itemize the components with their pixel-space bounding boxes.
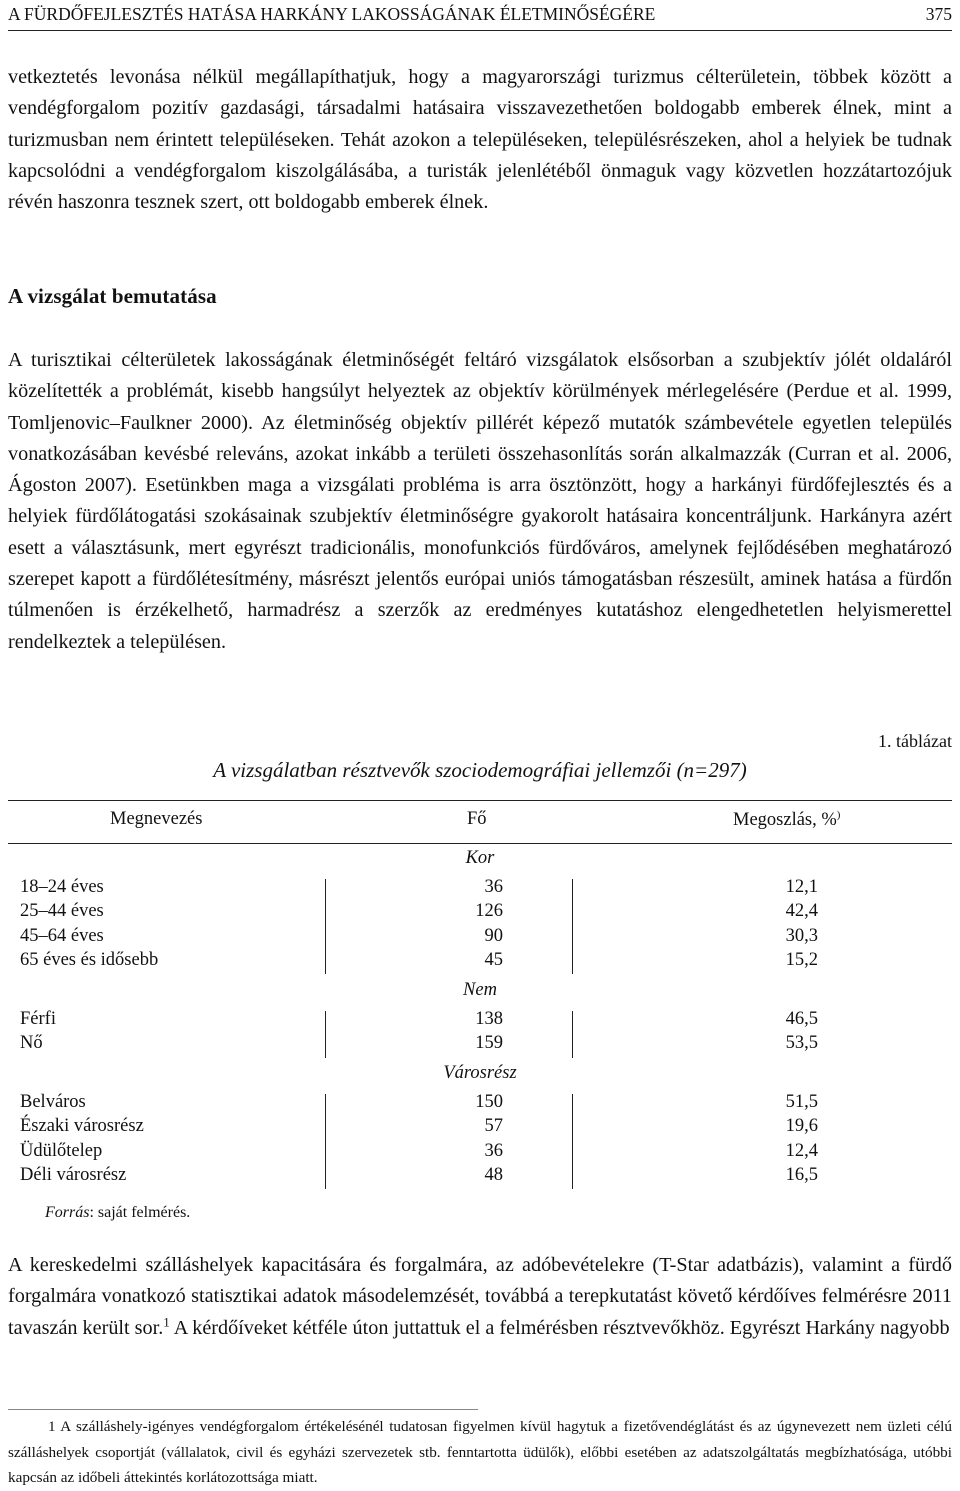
column-divider-count-share [572,1094,573,1189]
table-cell-count: 36 [484,1140,503,1161]
table-group-title: Nem [463,980,497,1000]
table-title: A vizsgálatban résztvevők szociodemográfiai jellemzői (n=297) [213,758,747,782]
table-cell-share: 51,5 [785,1092,818,1112]
table-cell-name: Nő [20,1033,43,1054]
table-cell-name: 25–44 éves [20,901,104,922]
running-title: A FÜRDŐFEJLESZTÉS HATÁSA HARKÁNY LAKOSSÁGÁNAK ÉLETMINŐSÉGÉRE [8,4,656,24]
table-cell-share: 12,1 [785,877,818,897]
table-cell-count: 48 [484,1164,503,1185]
column-divider-count-share [572,879,573,974]
table-cell-share: 16,5 [785,1164,818,1185]
body-paragraph-1: vetkeztetés levonása nélkül megállapíthatjuk, hogy a magyarországi turizmus célterületein, többek között a vendégforgalom pozitív gazdasági, társadalmi hatásaira visszavezethetően boldogabb emberek élnek, mint a turizmusban nem érintett településeken. Tehát azokon a településeken, településrészeken, ahol a helyiek be tudnak kapcsolódni a vendégforgalom kiszolgálásába, a turisták jelenlétéből önmaguk vagy közvetlen hozzátartozójuk révén haszonra tesznek szert, ott boldogabb emberek élnek. [8,66,952,214]
table-cell-count: 138 [475,1009,503,1029]
table-group-title: Kor [465,848,495,868]
table-source [45,1204,190,1222]
table-cell-name: Belváros [20,1092,86,1112]
table-cell-share: 42,4 [785,901,818,922]
table-row [0,1116,960,1140]
table-cell-count: 150 [475,1092,503,1112]
table-cell-name: 65 éves és idősebb [20,949,159,970]
table-cell-share: 12,4 [785,1140,818,1161]
table-top-rule [8,800,952,801]
table-cell-name: Férfi [20,1009,56,1029]
body-paragraph-3 [8,1250,952,1344]
table-header-rule [8,843,952,844]
column-header-share-sup: ) [836,809,841,821]
paragraph-3-before: A kereskedelmi szálláshelyek kapacitására és forgalmára, az adóbevételekre (T-Star adatbázis), valamint a fürdő forgalmára vonatkozó statisztikai adatok másodelemzését, továbbá a terepkutatást követő kérdőíves felmérésre 2011 tavaszán került sor. [8,1254,952,1339]
table-cell-name: Üdülőtelep [20,1140,103,1161]
column-header-share-label: Megoszlás, % [733,810,837,831]
source-label: Forrás [45,1204,90,1221]
table-row [0,950,960,974]
footnote-rule [8,1409,478,1410]
table-row [0,926,960,950]
table-label: 1. táblázat [878,731,952,751]
table-row [0,1033,960,1057]
table-cell-share: 19,6 [785,1116,818,1137]
column-divider-name-count [325,1011,326,1058]
column-header-count: Fő [467,809,487,829]
table-row [0,901,960,925]
table-cell-count: 45 [484,949,503,970]
table-cell-name: Déli városrész [20,1164,127,1185]
body-paragraph-2: A turisztikai célterületek lakosságának életminőségét feltáró vizsgálatok elsősorban a szubjektív jólét oldaláról közelítették a problémát, kisebb hangsúlyt helyeztek az objektív körülmények mérlegelésére (Perdue et al. 1999, Tomljenovic–Faulkner 2000). Az életminőség objektív pillérét képező mutatók számbevétele egyetlen település vonatkozásában kevésbé releváns, azokat inkább a területi összehasonlítás során alkalmazzák (Curran et al. 2006, Ágoston 2007). Esetünkben maga a vizsgálati probléma is arra ösztönzött, hogy a harkányi fürdőfejlesztés és a helyiek fürdőlátogatási szokásainak szubjektív életminőségre gyakorolt hatásaira koncentráljunk. Harkányra azért esett a választásunk, mert egyrészt tradicionális, monofunkciós fürdőváros, amelynek fejlődésében meghatározó szerepet kapott a fürdőlétesítmény, másrészt jelentős európai uniós támogatásban részesült, aminek hatása a fürdőn túlmenően is érzékelhető, harmadrész a szerzők az eredményes kutatáshoz elengedhetetlen helyismerettel rendelkeztek a településen. [8,349,952,653]
table-cell-share: 46,5 [785,1009,818,1029]
column-divider-count-share [572,1011,573,1058]
column-header-name: Megnevezés [110,809,203,829]
table-cell-count: 126 [475,901,503,922]
table-cell-count: 159 [475,1033,503,1054]
table-cell-share: 15,2 [785,949,818,970]
table-cell-count: 57 [484,1116,503,1137]
table-cell-name: Északi városrész [20,1116,144,1137]
table-row [0,1009,960,1033]
column-divider-name-count [325,1094,326,1189]
column-header-share [733,809,840,831]
table-cell-count: 90 [484,925,503,946]
table-row [0,1141,960,1165]
source-text: : saját felmérés. [89,1204,191,1221]
section-heading: A vizsgálat bemutatása [8,284,217,308]
footnote-reference[interactable]: 1 [163,1313,170,1329]
table-group-title: Városrész [443,1063,517,1083]
running-header [8,0,952,31]
table-cell-share: 30,3 [785,925,818,946]
table-row [0,1092,960,1116]
page-number: 375 [925,4,952,24]
paragraph-3-after: A kérdőíveket kétféle úton juttattuk el a felmérésben résztvevőkhöz. Egyrészt Harkány nagyobb [169,1316,950,1339]
table-cell-share: 53,5 [785,1033,818,1054]
table-cell-count: 36 [484,877,503,897]
table-row [0,1165,960,1189]
table-cell-name: 18–24 éves [20,877,104,897]
footnote-text: 1 A szálláshely-igényes vendégforgalom értékelésénél tudatosan figyelmen kívül hagytuk a fizetővendéglátást és az úgynevezett nem üzleti célú szálláshelyek csoportját (vállalatok, civil és egyházi szervezetek stb. fenntartotta üdülők), előbbi esetében az adatszolgáltatás megbízhatósága, utóbbi kapcsán az időbeli áttekintés korlátozottsága miatt. [8,1418,952,1486]
column-divider-name-count [325,879,326,974]
table-row [0,877,960,901]
table-cell-name: 45–64 éves [20,925,104,946]
